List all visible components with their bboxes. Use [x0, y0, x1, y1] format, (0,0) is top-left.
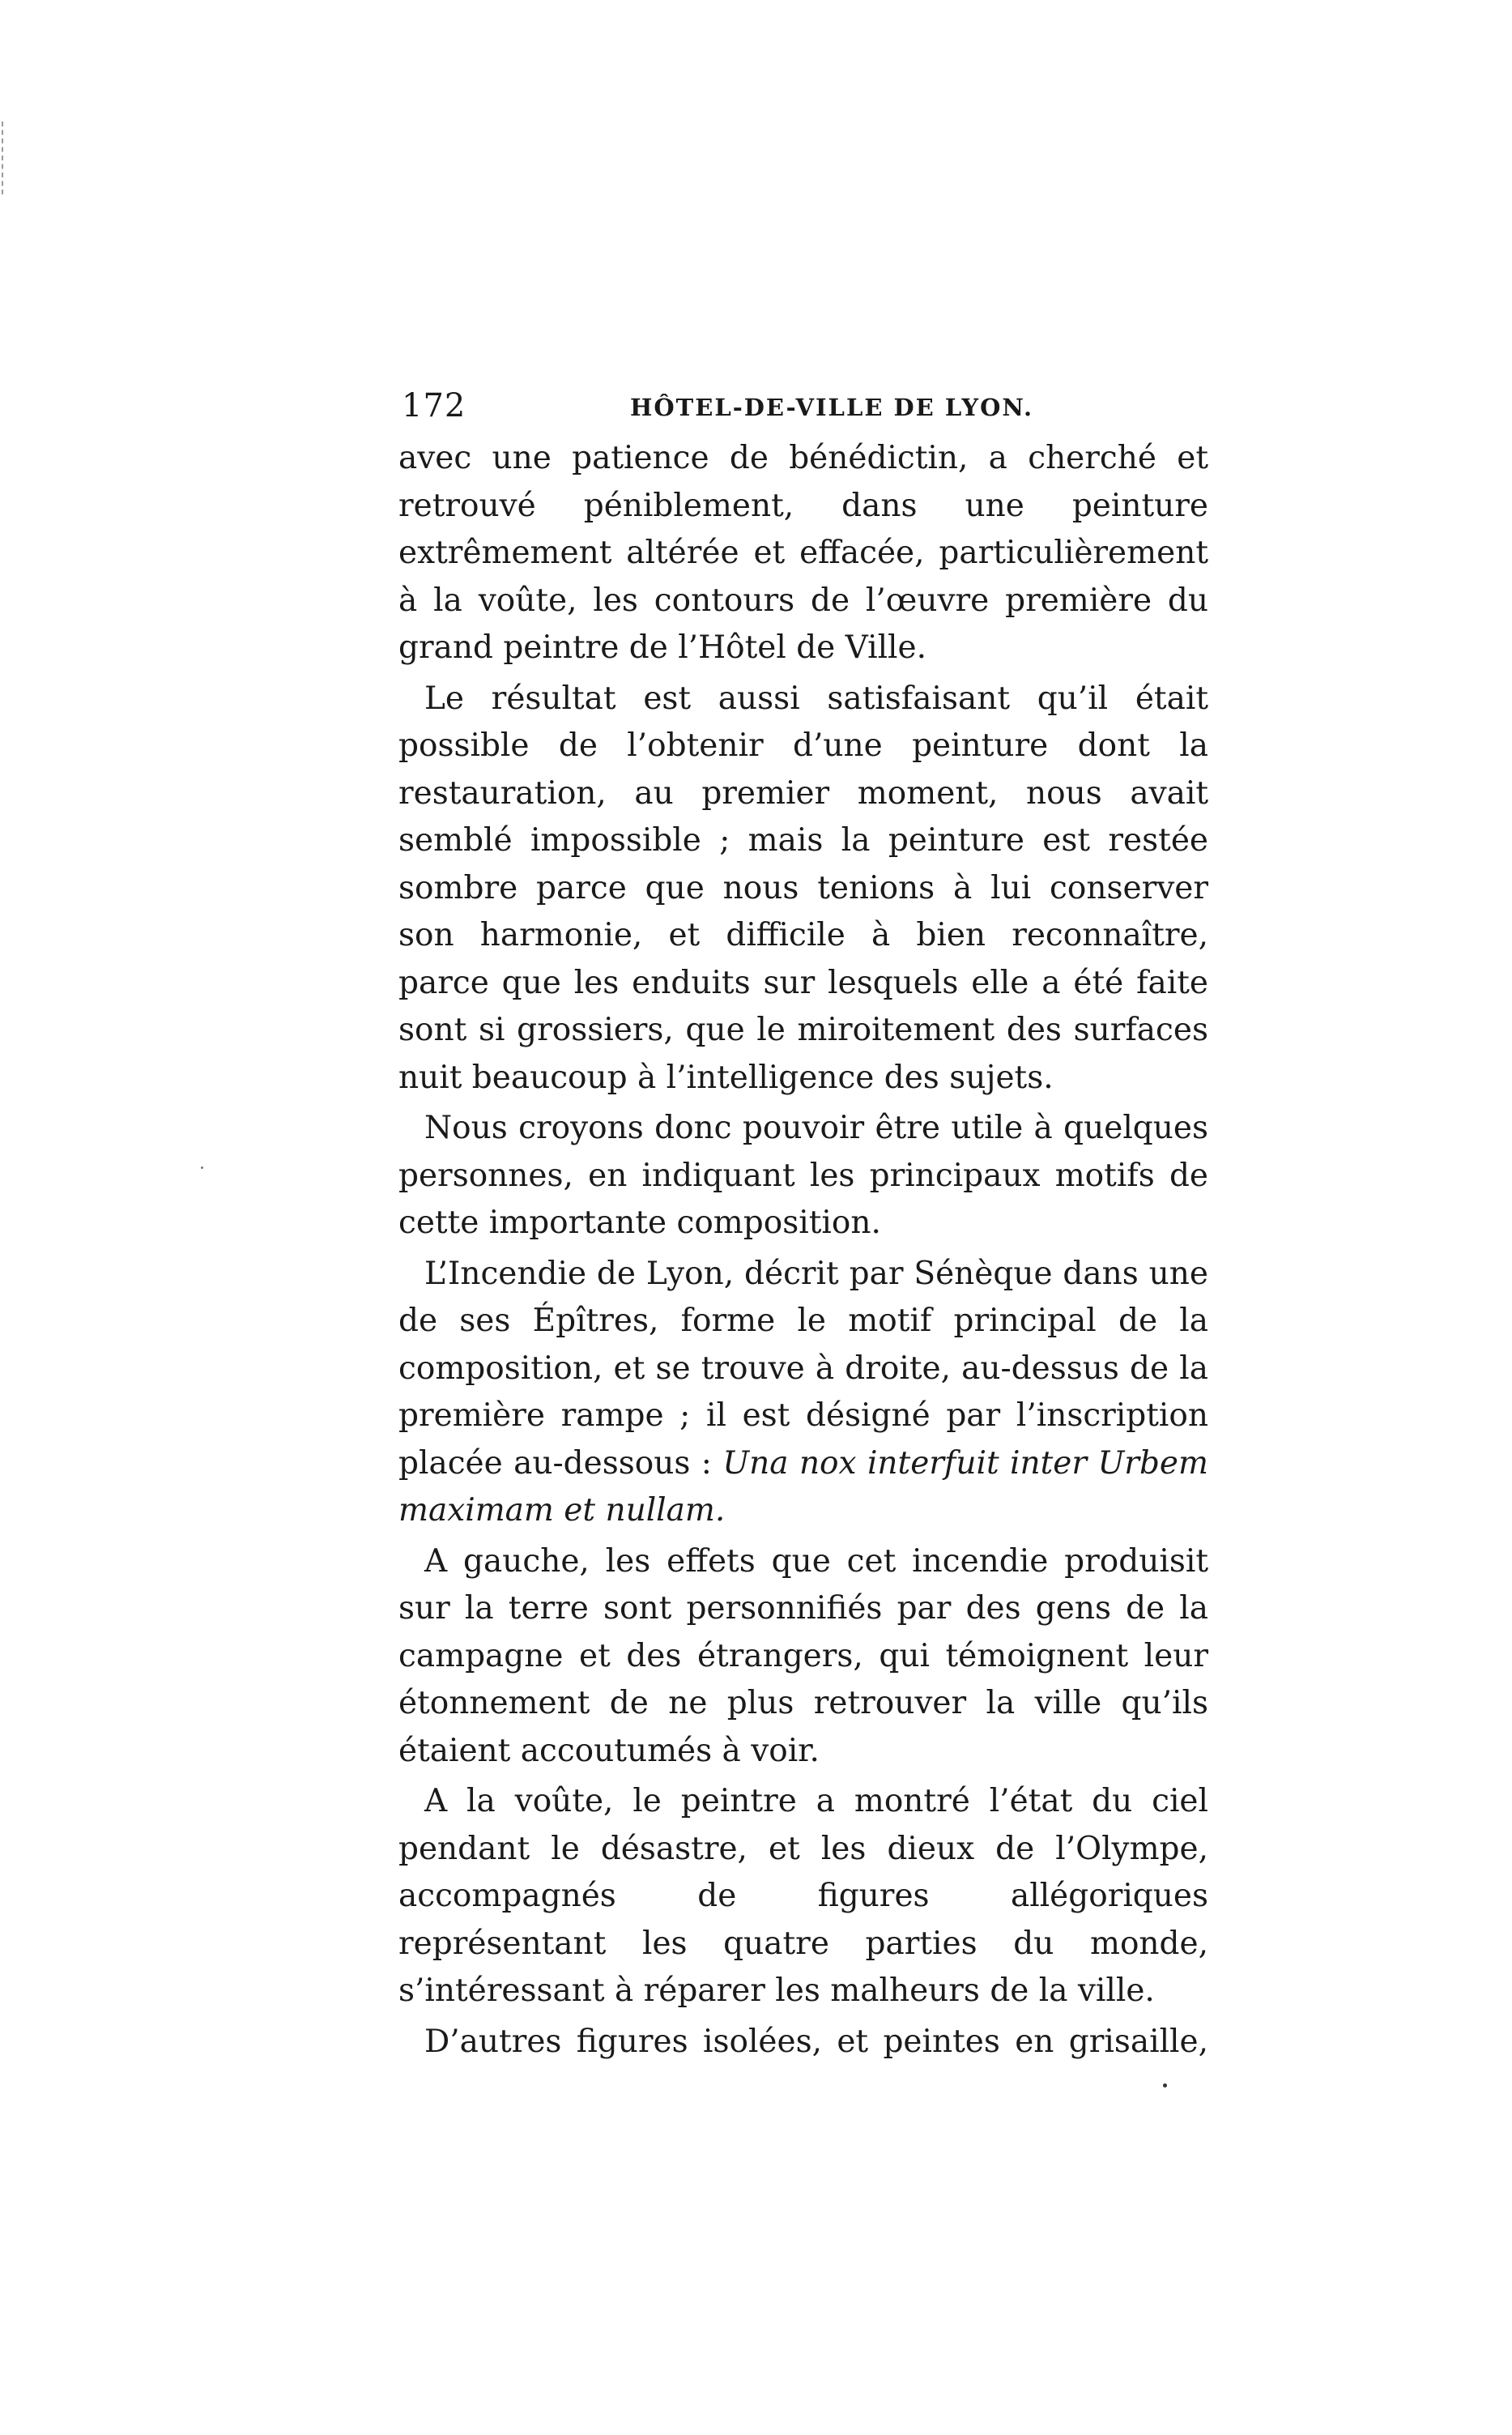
ink-speck [201, 1166, 203, 1169]
paragraph-4 [398, 1251, 1208, 1535]
page-header [402, 387, 1212, 436]
ink-speck [1163, 2083, 1167, 2087]
paragraph-7: D’autres figures isolées, et peintes en grisaille, [424, 2023, 1208, 2060]
paragraph-6: A la voûte, le peintre a montré l’état du ciel pendant le désastre, et les dieux de l’Olympe, accompagnés de figures allégoriques représentant les quatre parties du monde, s’intéressant à réparer les malheurs de la ville. [398, 1783, 1208, 2009]
paragraph-2: Le résultat est aussi satisfaisant qu’il était possible de l’obtenir d’une peinture dont la restauration, au premier moment, nous avait semblé impossible ; mais la peinture est restée sombre parce que nous tenions à lui conserver son harmonie, et difficile à bien reconnaître, parce que les enduits sur lesquels elle a été faite sont si grossiers, que le miroitement des surfaces nuit beaucoup à l’intelligence des sujets. [398, 680, 1208, 1096]
latin-inscription: Una nox interfuit inter Urbem maximam et nullam. [398, 1444, 1208, 1529]
page-number: 172 [402, 387, 466, 424]
paragraph-5: A gauche, les effets que cet incendie produisit sur la terre sont personnifiés par des gens de la campagne et des étrangers, qui témoignent leur étonnement de ne plus retrouver la ville qu’ils étaient accoutumés à voir. [398, 1542, 1208, 1769]
body-text [398, 435, 1208, 2069]
page-edge-marks [2, 122, 5, 194]
paragraph-4-text: L’Incendie de Lyon, décrit par Sénèque dans une de ses Épîtres, forme le motif principal de la composition, et se trouve à droite, au-dessus de la première rampe ; il est désigné par l’inscription placée au-dessous : [398, 1255, 1208, 1482]
running-title: HÔTEL-DE-VILLE DE LYON. [630, 394, 1034, 421]
paragraph-3: Nous croyons donc pouvoir être utile à quelques personnes, en indiquant les principaux motifs de cette importante composition. [398, 1110, 1208, 1241]
paragraph-1: avec une patience de bénédictin, a cherché et retrouvé péniblement, dans une peinture extrêmement altérée et effacée, particulièrement à la voûte, les contours de l’œuvre première du grand peintre de l’Hôtel de Ville. [398, 440, 1208, 666]
